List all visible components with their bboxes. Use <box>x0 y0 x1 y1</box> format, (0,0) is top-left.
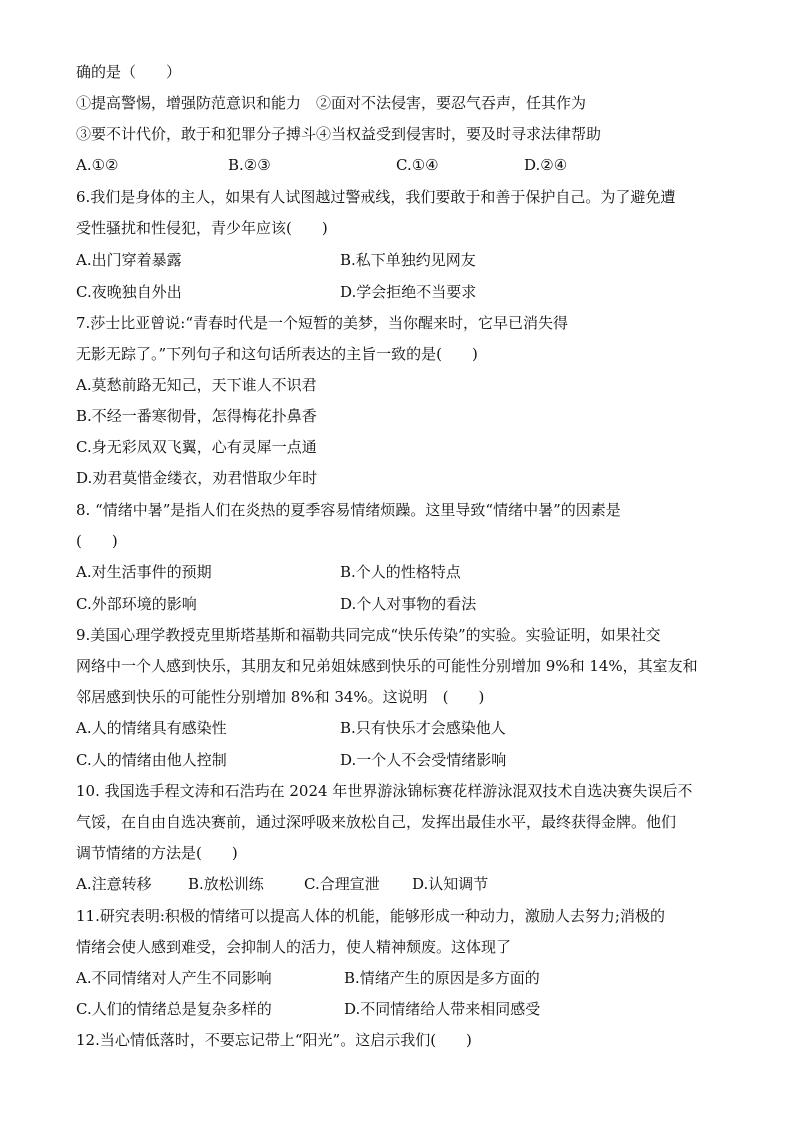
q6-option-c: C.夜晚独自外出 <box>76 283 182 301</box>
q9-stem-3: 邻居感到快乐的可能性分别增加 8%和 34%。这说明 ( ) <box>76 688 485 706</box>
q6-option-a: A.出门穿着暴露 <box>76 251 182 269</box>
q11-option-c: C.人们的情绪总是复杂多样的 <box>76 1000 272 1018</box>
q9-option-d: D.一个人不会受情绪影响 <box>340 751 507 769</box>
q7-stem-2: 无影无踪了。”下列句子和这句话所表达的主旨一致的是( ) <box>76 345 478 363</box>
q12-stem-1: 12.当心情低落时，不要忘记带上“阳光”。这启示我们( ) <box>76 1031 472 1049</box>
q8-option-a: A.对生活事件的预期 <box>76 563 212 581</box>
q8-option-c: C.外部环境的影响 <box>76 595 197 613</box>
q10-option-c: C.合理宣泄 <box>304 875 380 893</box>
q8-stem-2: ( ) <box>76 532 118 550</box>
q6-option-b: B.私下单独约见网友 <box>340 251 476 269</box>
q7-option-b: B.不经一番寒彻骨，怎得梅花扑鼻香 <box>76 407 317 425</box>
q5-stem-tail: 确的是（ ） <box>76 63 182 81</box>
q5-option-d: D.②④ <box>524 156 568 174</box>
q9-stem-1: 9.美国心理学教授克里斯塔基斯和福勒共同完成“快乐传染”的实验。实验证明，如果社交 <box>76 626 661 644</box>
q5-option-a: A.①② <box>76 156 119 174</box>
q11-option-a: A.不同情绪对人产生不同影响 <box>76 969 272 987</box>
q7-option-a: A.莫愁前路无知己，天下谁人不识君 <box>76 376 317 394</box>
q10-option-a: A.注意转移 <box>76 875 152 893</box>
q10-option-d: D.认知调节 <box>412 875 489 893</box>
q6-stem-1: 6.我们是身体的主人，如果有人试图越过警戒线，我们要敢于和善于保护自己。为了避免遭 <box>76 188 676 206</box>
q6-stem-2: 受性骚扰和性侵犯，青少年应该( ) <box>76 219 328 237</box>
q5-option-c: C.①④ <box>396 156 439 174</box>
q8-option-b: B.个人的性格特点 <box>340 563 461 581</box>
q9-option-a: A.人的情绪具有感染性 <box>76 719 227 737</box>
q8-stem-1: 8. “情绪中暑”是指人们在炎热的夏季容易情绪烦躁。这里导致“情绪中暑”的因素是 <box>76 501 621 519</box>
q5-statement-2: ③要不计代价，敢于和犯罪分子搏斗④当权益受到侵害时，要及时寻求法律帮助 <box>76 125 602 143</box>
q5-statement-1: ①提高警惕，增强防范意识和能力 ②面对不法侵害，要忍气吞声，任其作为 <box>76 94 587 112</box>
q10-stem-3: 调节情绪的方法是( ) <box>76 844 238 862</box>
q10-stem-2: 气馁，在自由自选决赛前，通过深呼吸来放松自己，发挥出最佳水平，最终获得金牌。他们 <box>76 813 677 831</box>
q7-stem-1: 7.莎士比亚曾说:“青春时代是一个短暂的美梦，当你醒来时，它早已消失得 <box>76 314 569 332</box>
q11-option-b: B.情绪产生的原因是多方面的 <box>344 969 540 987</box>
q9-stem-2: 网络中一个人感到快乐，其朋友和兄弟姐妹感到快乐的可能性分别增加 9%和 14%，其室友和 <box>76 657 698 675</box>
q11-stem-2: 情绪会使人感到难受，会抑制人的活力，使人精神颓废。这体现了 <box>76 938 512 956</box>
q8-option-d: D.个人对事物的看法 <box>340 595 477 613</box>
q9-option-c: C.人的情绪由他人控制 <box>76 751 227 769</box>
q11-option-d: D.不同情绪给人带来相同感受 <box>344 1000 541 1018</box>
q11-stem-1: 11.研究表明:积极的情绪可以提高人体的机能，能够形成一种动力，激励人去努力;消极的 <box>76 907 665 925</box>
q7-option-c: C.身无彩凤双飞翼，心有灵犀一点通 <box>76 438 317 456</box>
q6-option-d: D.学会拒绝不当要求 <box>340 283 477 301</box>
q9-option-b: B.只有快乐才会感染他人 <box>340 719 506 737</box>
q5-option-b: B.②③ <box>228 156 271 174</box>
q10-option-b: B.放松训练 <box>188 875 264 893</box>
q10-stem-1: 10. 我国选手程文涛和石浩玙在 2024 年世界游泳锦标赛花样游泳混双技术自选决赛失误后不 <box>76 782 693 800</box>
q7-option-d: D.劝君莫惜金缕衣，劝君惜取少年时 <box>76 469 318 487</box>
